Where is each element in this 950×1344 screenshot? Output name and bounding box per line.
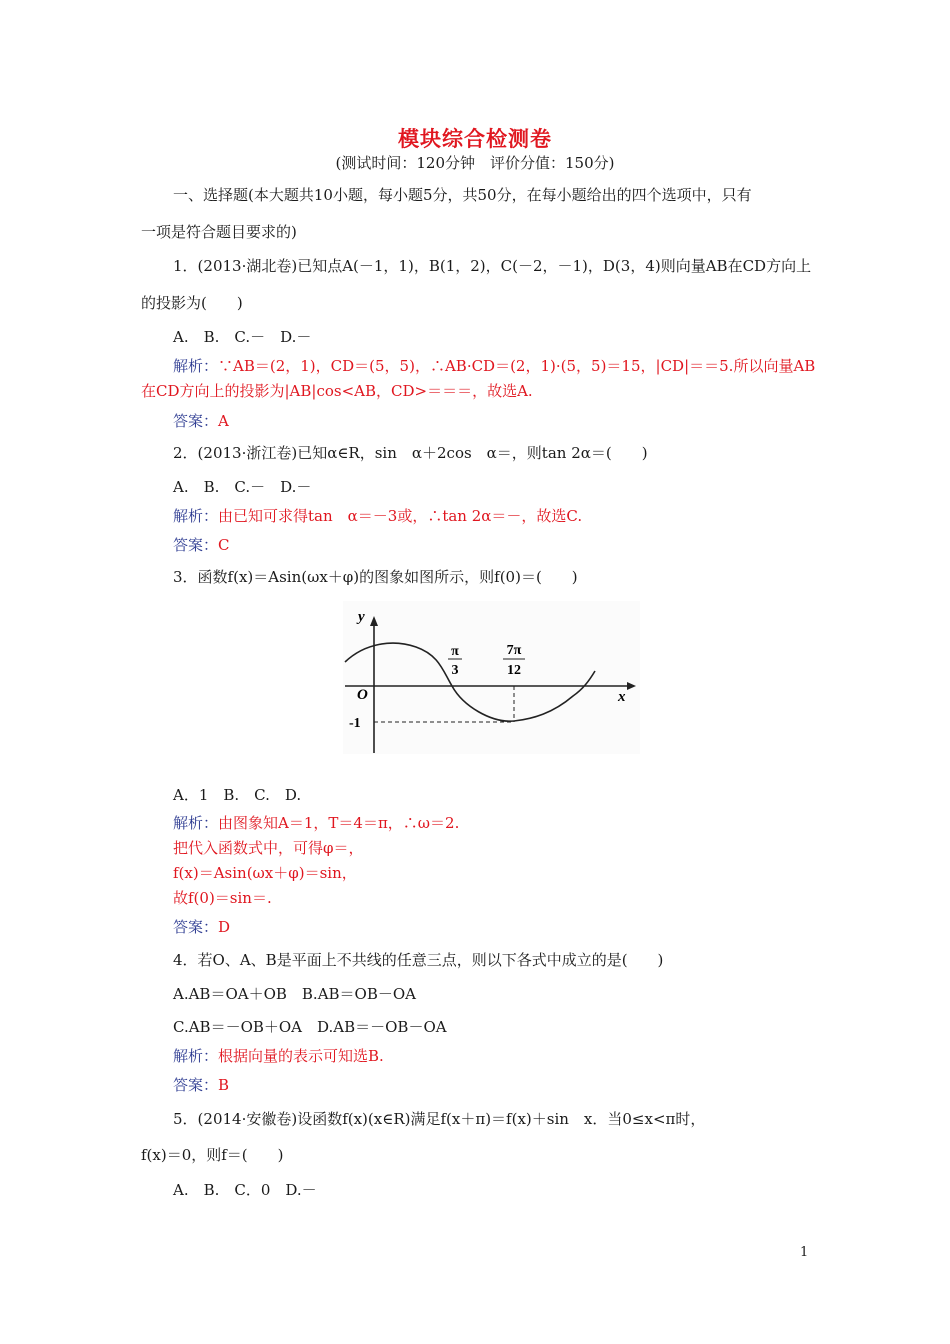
q5-stem-line1: 5．(2014·安徽卷)设函数f(x)(x∈R)满足f(x＋π)＝f(x)＋sin x．当0≤x<π时， [173, 1110, 706, 1128]
q2-analysis [173, 506, 582, 526]
y-axis-label: y [358, 609, 365, 625]
q1-analysis-text1: ∵AB＝(2，1)，CD＝(5，5)，∴AB·CD＝(2，1)·(5，5)＝15，|CD|＝＝5.所以向量AB [218, 357, 816, 375]
q5-stem-line2: f(x)＝0，则f＝( ) [141, 1146, 284, 1164]
origin-label: O [357, 687, 368, 703]
graph-background [343, 601, 640, 754]
q4-analysis-label: 解析： [173, 1047, 219, 1065]
q1-options: A. B. C.－ D.－ [173, 328, 312, 346]
q4-answer-label: 答案： [173, 1076, 219, 1094]
q2-options: A. B. C.－ D.－ [173, 478, 312, 496]
q3-analysis-line4: 故f(0)＝sin＝. [173, 889, 272, 907]
tick-pi-3-denominator: 3 [451, 663, 459, 678]
tick-7pi-12-denominator: 12 [507, 663, 521, 678]
page-number: 1 [800, 1245, 809, 1260]
q4-options-line1: A.AB＝OA＋OB B.AB＝OB－OA [173, 985, 417, 1003]
q1-analysis-line1 [173, 356, 815, 376]
q3-stem: 3．函数f(x)＝Asin(ωx＋φ)的图象如图所示，则f(0)＝( ) [173, 568, 578, 586]
q5-options: A. B. C．0 D.－ [173, 1181, 317, 1199]
q1-analysis-label: 解析： [173, 357, 219, 375]
q4-options-line2: C.AB＝－OB＋OA D.AB＝－OB－OA [173, 1018, 447, 1036]
q2-answer-value: C [218, 536, 230, 554]
page-title: 模块综合检测卷 [398, 126, 552, 151]
q3-analysis-line3: f(x)＝Asin(ωx＋φ)＝sin， [173, 864, 357, 882]
q3-sine-graph [343, 601, 640, 754]
q3-options: A．1 B. C. D. [173, 786, 302, 804]
tick-pi-3-numerator: π [451, 644, 459, 659]
q3-answer-value: D [218, 918, 231, 936]
x-axis-label: x [618, 689, 626, 705]
q4-answer [173, 1075, 229, 1095]
min-value-label: -1 [349, 716, 361, 731]
tick-7pi-12-numerator: 7π [506, 643, 522, 658]
q3-analysis-line2: 把代入函数式中，可得φ＝， [173, 839, 364, 857]
q2-answer [173, 535, 230, 555]
q3-analysis-label: 解析： [173, 814, 219, 832]
section-heading-line1: 一、选择题(本大题共10小题，每小题5分，共50分，在每小题给出的四个选项中，只有 [173, 186, 752, 204]
q2-answer-label: 答案： [173, 536, 219, 554]
q3-answer-label: 答案： [173, 918, 219, 936]
q1-stem-line2: 的投影为( ) [141, 294, 243, 312]
q2-analysis-text: 由已知可求得tan α＝－3或，∴tan 2α＝－，故选C. [218, 507, 583, 525]
q4-analysis-text: 根据向量的表示可知选B. [218, 1047, 384, 1065]
q4-analysis [173, 1046, 384, 1066]
q2-stem: 2．(2013·浙江卷)已知α∈R，sin α＋2cos α＝，则tan 2α＝( ) [173, 444, 648, 462]
q4-stem: 4．若O、A、B是平面上不共线的任意三点，则以下各式中成立的是( ) [173, 951, 664, 969]
q4-answer-value: B [218, 1076, 230, 1094]
q1-stem-line1: 1．(2013·湖北卷)已知点A(－1，1)，B(1，2)，C(－2，－1)，D(3，4)则向量AB在CD方向上 [173, 257, 812, 275]
q3-analysis-text1: 由图象知A＝1，T＝4＝π，∴ω＝2. [218, 814, 460, 832]
page-subtitle: (测试时间：120分钟 评价分值：150分) [335, 154, 615, 172]
q1-answer [173, 411, 229, 431]
q1-answer-value: A [218, 412, 229, 430]
q1-analysis-line2: 在CD方向上的投影为|AB|cos<AB，CD>＝＝＝，故选A. [141, 382, 533, 400]
q1-answer-label: 答案： [173, 412, 219, 430]
q2-analysis-label: 解析： [173, 507, 219, 525]
section-heading-line2: 一项是符合题目要求的) [141, 223, 297, 241]
q3-analysis-line1 [173, 813, 459, 833]
q3-answer [173, 917, 230, 937]
